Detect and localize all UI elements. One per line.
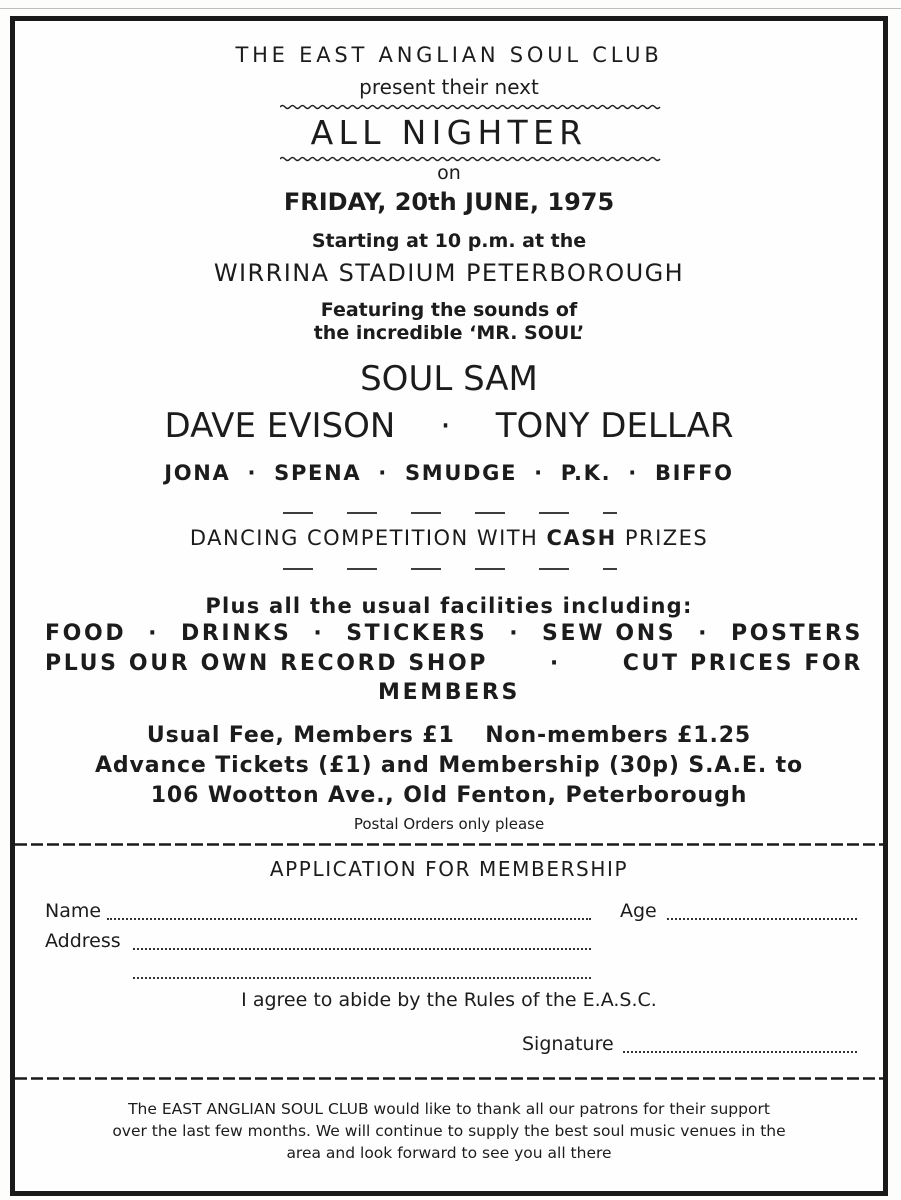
cut-line-bottom [15,1077,883,1080]
footer-line-3: area and look forward to see you all there [286,1144,612,1162]
dj-pk: P.K. [560,461,612,485]
event-date: FRIDAY, 20th JUNE, 1975 [283,188,615,216]
postal-note: Postal Orders only please [353,815,545,833]
dash-divider-top [275,511,625,515]
facilities-line-2 [45,651,863,676]
dj-biffo: BIFFO [654,461,734,485]
fee-line-2: Advance Tickets (£1) and Membership (30p) S.A.E. to [94,753,803,778]
cut-line-top [15,843,883,846]
address-line: 106 Wootton Ave., Old Fenton, Peterborough [150,783,748,808]
footer-line-2: over the last few months. We will continue to supply the best soul music venues in the [112,1122,786,1140]
age-label: Age [620,900,657,922]
facilities-line-1 [45,621,863,646]
members-fee: Usual Fee, Members £1 [146,723,455,748]
facility-sep: · [313,621,325,646]
facilities-line-3: MEMBERS [378,680,520,705]
dj-separator: · [247,461,258,485]
dj-support-row [15,461,883,485]
dj-jona: JONA [164,461,231,485]
dj-separator: · [378,461,388,485]
form-title: APPLICATION FOR MEMBERSHIP [269,857,629,881]
competition-text: DANCING COMPETITION WITH [189,526,539,550]
event-title: ALL NIGHTER [310,113,588,152]
address-label: Address [45,930,121,952]
dj-smudge: SMUDGE [404,461,518,485]
dj-tony-dellar: TONY DELLAR [495,406,734,446]
dj-main-row [15,406,883,446]
featuring-line-2: the incredible ‘MR. SOUL’ [313,322,585,344]
agree-line: I agree to abide by the Rules of the E.A.S.C. [241,989,657,1011]
dj-headliner: SOUL SAM [360,359,538,399]
nonmembers-fee: Non-members £1.25 [485,723,752,748]
facility-sep: · [698,621,710,646]
dj-spena: SPENA [274,461,362,485]
scan-edge-line [0,8,901,9]
signature-label: Signature [522,1033,614,1055]
flyer-border [10,16,888,1196]
facilities-intro: Plus all the usual facilities including: [205,594,693,618]
facility-drinks: DRINKS [180,621,292,646]
dj-separator: · [440,406,451,446]
name-label: Name [45,900,102,922]
facility-stickers: STICKERS [346,621,488,646]
facility-sep: · [549,651,561,676]
facility-sew-ons: SEW ONS [542,621,677,646]
dancing-competition [15,526,883,550]
start-time: Starting at 10 p.m. at the [311,230,587,252]
address-field[interactable] [133,948,591,950]
featuring-line-1: Featuring the sounds of [320,299,578,321]
competition-prizes: PRIZES [624,526,709,550]
dash-divider-bottom [275,567,625,571]
wavy-rule-top [280,103,662,111]
venue: WIRRINA STADIUM PETERBOROUGH [213,259,685,287]
name-field[interactable] [107,918,591,920]
present-line: present their next [359,75,539,99]
facility-sep: · [148,621,160,646]
address-field-line-2[interactable] [133,977,591,979]
fee-line-1 [15,723,883,748]
dj-separator: · [628,461,638,485]
club-name: THE EAST ANGLIAN SOUL CLUB [235,43,663,67]
dj-dave-evison: DAVE EVISON [164,406,396,446]
footer-line-1: The EAST ANGLIAN SOUL CLUB would like to thank all our patrons for their support [128,1100,770,1118]
cut-prices: CUT PRICES FOR [622,651,863,676]
age-field[interactable] [667,918,857,920]
dj-separator: · [534,461,544,485]
facility-posters: POSTERS [730,621,863,646]
facility-food: FOOD [45,621,127,646]
competition-cash: CASH [546,526,617,550]
facility-sep: · [509,621,521,646]
record-shop: PLUS OUR OWN RECORD SHOP [45,651,489,676]
signature-field[interactable] [623,1051,857,1053]
on-line: on [437,162,461,184]
